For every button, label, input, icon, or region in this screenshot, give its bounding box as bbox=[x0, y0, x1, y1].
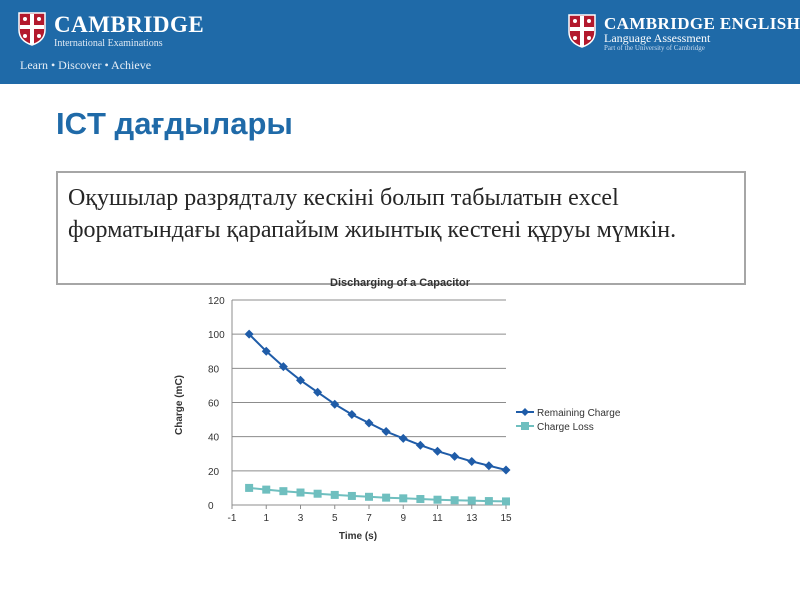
data-point bbox=[382, 494, 390, 502]
y-tick-label: 120 bbox=[208, 296, 225, 307]
crest-icon bbox=[568, 14, 596, 48]
header-band bbox=[0, 0, 800, 84]
body-textbox bbox=[56, 171, 746, 285]
crest-icon bbox=[18, 12, 46, 46]
data-point bbox=[347, 410, 356, 419]
legend-marker bbox=[521, 422, 529, 430]
x-tick-label: 7 bbox=[366, 513, 372, 524]
data-point bbox=[382, 427, 391, 436]
x-tick-label: 11 bbox=[432, 513, 443, 524]
x-tick-label: 1 bbox=[263, 513, 270, 524]
data-point bbox=[485, 497, 493, 505]
legend-marker bbox=[521, 408, 529, 416]
y-tick-label: 100 bbox=[208, 330, 225, 342]
data-point bbox=[262, 486, 270, 494]
y-tick-label: 40 bbox=[208, 432, 220, 444]
y-tick-label: 80 bbox=[208, 364, 220, 376]
chart-svg bbox=[160, 272, 640, 552]
data-point bbox=[399, 494, 407, 502]
x-tick-label: -1 bbox=[227, 513, 237, 524]
x-tick-label: 3 bbox=[297, 513, 304, 524]
data-point bbox=[502, 497, 510, 505]
data-point bbox=[416, 495, 424, 503]
x-tick-label: 15 bbox=[500, 513, 512, 524]
english-brand-subtitle: Language Assessment bbox=[604, 31, 711, 45]
english-brand-subtitle2: Part of the University of Cambridge bbox=[604, 44, 705, 52]
chart-legend bbox=[516, 408, 621, 433]
data-point bbox=[484, 461, 493, 470]
x-tick-label: 9 bbox=[400, 513, 407, 524]
y-axis-label: Charge (mC) bbox=[174, 374, 185, 436]
x-axis-label: Time (s) bbox=[338, 531, 378, 542]
data-point bbox=[434, 496, 442, 504]
chart-grid bbox=[232, 300, 506, 505]
y-tick-label: 60 bbox=[208, 398, 220, 410]
data-point bbox=[314, 490, 322, 498]
y-tick-label: 20 bbox=[208, 466, 220, 478]
chart-title: Discharging of a Capacitor bbox=[330, 277, 470, 289]
data-point bbox=[365, 493, 373, 501]
data-point bbox=[416, 441, 425, 450]
brand-tagline: Learn • Discover • Achieve bbox=[20, 58, 152, 72]
english-brand-title: CAMBRIDGE ENGLISH bbox=[604, 14, 800, 33]
x-tick-label: 5 bbox=[331, 513, 338, 524]
brand-subtitle: International Examinations bbox=[54, 38, 163, 49]
chart bbox=[160, 272, 640, 552]
data-point bbox=[433, 447, 442, 456]
data-point bbox=[502, 465, 511, 474]
data-point bbox=[451, 496, 459, 504]
data-point bbox=[467, 457, 476, 466]
brand-title: CAMBRIDGE bbox=[54, 12, 205, 37]
x-axis-ticks bbox=[228, 505, 512, 524]
data-point bbox=[468, 497, 476, 505]
legend-label: Remaining Charge bbox=[537, 408, 621, 419]
y-tick-label: 0 bbox=[208, 501, 214, 512]
data-point bbox=[279, 487, 287, 495]
y-axis-ticks bbox=[208, 296, 225, 512]
x-tick-label: 13 bbox=[466, 513, 478, 524]
data-point bbox=[365, 419, 374, 428]
data-point bbox=[331, 491, 339, 499]
data-point bbox=[245, 484, 253, 492]
data-point bbox=[450, 452, 459, 461]
body-text: Оқушылар разрядталу кескіні болып табылатын excel форматындағы қарапайым жиынтық кестені құруы мүмкін. bbox=[68, 185, 677, 243]
data-point bbox=[348, 492, 356, 500]
slide-title: ICT дағдылары bbox=[56, 106, 293, 141]
data-point bbox=[399, 434, 408, 443]
chart-series bbox=[245, 330, 511, 506]
series-line bbox=[249, 488, 506, 502]
legend-label: Charge Loss bbox=[537, 422, 594, 433]
data-point bbox=[297, 489, 305, 497]
